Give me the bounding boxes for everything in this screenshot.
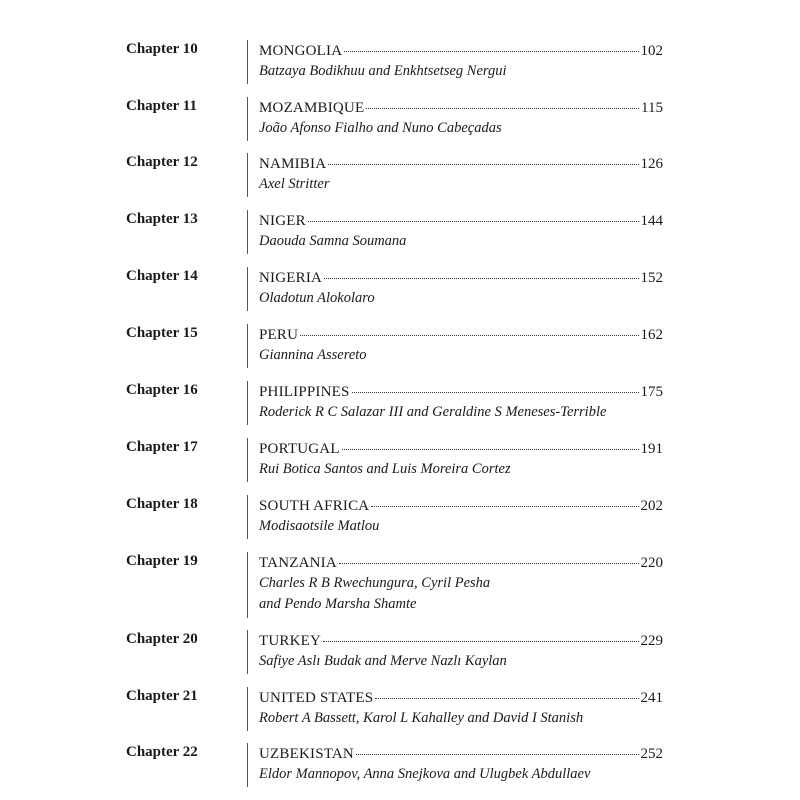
country-title: TANZANIA [259, 555, 337, 571]
dot-leader [366, 94, 639, 109]
page-number: 126 [640, 156, 663, 172]
authors [259, 459, 679, 480]
authors [259, 231, 679, 252]
chapter-label: Chapter 13 [126, 211, 198, 227]
page-number: 144 [640, 213, 663, 229]
chapter-label: Chapter 19 [126, 553, 198, 569]
country-title: UNITED STATES [259, 690, 374, 706]
dot-leader [328, 150, 638, 165]
country-title: SOUTH AFRICA [259, 498, 370, 514]
author-line: Charles R B Rwechungura, Cyril Pesha [259, 575, 491, 591]
title-line[interactable] [259, 438, 663, 458]
country-title: NAMIBIA [259, 156, 327, 172]
title-line[interactable] [259, 630, 663, 650]
dot-leader [342, 435, 639, 450]
country-title: MOZAMBIQUE [259, 100, 365, 116]
vertical-divider [247, 630, 248, 674]
vertical-divider [247, 687, 248, 731]
vertical-divider [247, 210, 248, 254]
page-number: 115 [641, 100, 663, 116]
title-line[interactable] [259, 153, 663, 173]
dot-leader [352, 378, 639, 393]
title-line[interactable] [259, 210, 663, 230]
title-line[interactable] [259, 687, 663, 707]
chapter-label: Chapter 14 [126, 268, 198, 284]
author-line: Batzaya Bodikhuu and Enkhtsetseg Nergui [259, 63, 507, 79]
title-line[interactable] [259, 267, 663, 287]
title-line[interactable] [259, 40, 663, 60]
authors [259, 345, 679, 366]
authors [259, 573, 679, 615]
country-title: TURKEY [259, 633, 322, 649]
vertical-divider [247, 743, 248, 787]
title-line[interactable] [259, 552, 663, 572]
dot-leader [323, 627, 638, 642]
authors [259, 61, 679, 82]
title-line[interactable] [259, 495, 663, 515]
page-number: 229 [640, 633, 663, 649]
authors [259, 402, 679, 423]
vertical-divider [247, 153, 248, 197]
authors [259, 651, 679, 672]
page-number: 152 [640, 270, 663, 286]
author-line: and Pendo Marsha Shamte [259, 596, 417, 612]
authors [259, 118, 679, 139]
dot-leader [324, 264, 638, 279]
page-number: 252 [640, 746, 663, 762]
page-number: 241 [640, 690, 663, 706]
page-number: 202 [640, 498, 663, 514]
country-title: MONGOLIA [259, 43, 343, 59]
chapter-label: Chapter 16 [126, 382, 198, 398]
dot-leader [375, 684, 638, 699]
dot-leader [344, 37, 638, 52]
vertical-divider [247, 495, 248, 539]
author-line: Giannina Assereto [259, 347, 367, 363]
country-title: NIGERIA [259, 270, 323, 286]
vertical-divider [247, 438, 248, 482]
page-number: 175 [640, 384, 663, 400]
page-number: 191 [640, 441, 663, 457]
chapter-label: Chapter 20 [126, 631, 198, 647]
author-line: Daouda Samna Soumana [259, 233, 407, 249]
country-title: PERU [259, 327, 299, 343]
page-number: 220 [640, 555, 663, 571]
dot-leader [300, 321, 638, 336]
chapter-label: Chapter 11 [126, 98, 197, 114]
dot-leader [356, 740, 639, 755]
author-line: Rui Botica Santos and Luis Moreira Cortez [259, 461, 511, 477]
author-line: Robert A Bassett, Karol L Kahalley and David I Stanish [259, 710, 584, 726]
vertical-divider [247, 40, 248, 84]
chapter-label: Chapter 10 [126, 41, 198, 57]
title-line[interactable] [259, 381, 663, 401]
author-line: Roderick R C Salazar III and Geraldine S Meneses-Terrible [259, 404, 607, 420]
chapter-label: Chapter 22 [126, 744, 198, 760]
title-line[interactable] [259, 743, 663, 763]
page-number: 162 [640, 327, 663, 343]
authors [259, 764, 679, 785]
authors [259, 516, 679, 537]
author-line: Oladotun Alokolaro [259, 290, 375, 306]
title-line[interactable] [259, 324, 663, 344]
dot-leader [339, 549, 639, 564]
country-title: PHILIPPINES [259, 384, 350, 400]
chapter-label: Chapter 17 [126, 439, 198, 455]
author-line: Safiye Aslı Budak and Merve Nazlı Kaylan [259, 653, 507, 669]
authors [259, 174, 679, 195]
page-number: 102 [640, 43, 663, 59]
dot-leader [371, 492, 638, 507]
vertical-divider [247, 324, 248, 368]
chapter-label: Chapter 12 [126, 154, 198, 170]
author-line: Modisaotsile Matlou [259, 518, 380, 534]
vertical-divider [247, 381, 248, 425]
vertical-divider [247, 267, 248, 311]
vertical-divider [247, 552, 248, 618]
dot-leader [308, 207, 639, 222]
author-line: João Afonso Fialho and Nuno Cabeçadas [259, 120, 502, 136]
vertical-divider [247, 97, 248, 141]
chapter-label: Chapter 21 [126, 688, 198, 704]
country-title: UZBEKISTAN [259, 746, 354, 762]
title-line[interactable] [259, 97, 663, 117]
country-title: NIGER [259, 213, 306, 229]
authors [259, 288, 679, 309]
chapter-label: Chapter 15 [126, 325, 198, 341]
country-title: PORTUGAL [259, 441, 340, 457]
chapter-label: Chapter 18 [126, 496, 198, 512]
author-line: Axel Stritter [259, 176, 330, 192]
authors [259, 708, 679, 729]
author-line: Eldor Mannopov, Anna Snejkova and Ulugbek Abdullaev [259, 766, 591, 782]
